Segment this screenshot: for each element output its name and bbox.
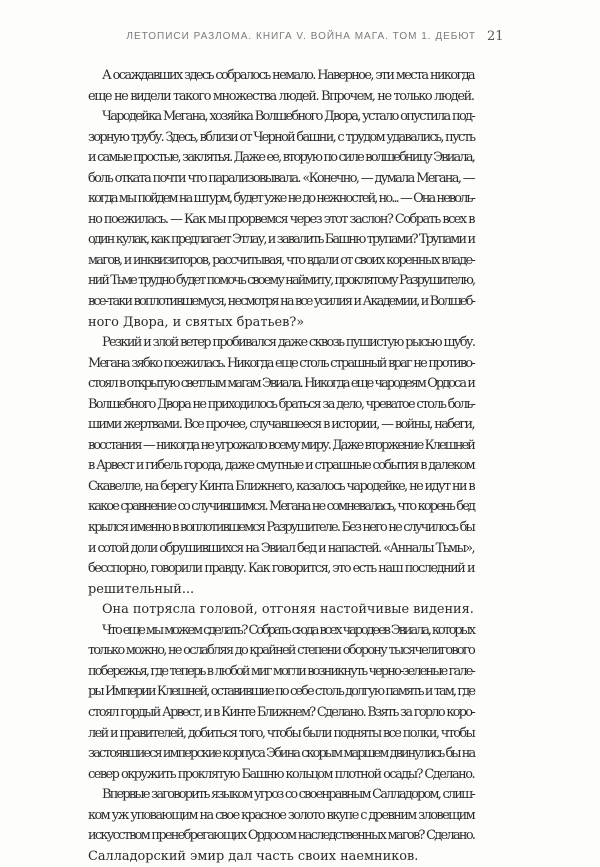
text-line: ком уж уповающим на свое красное золото вкупе с древним зловещим — [88, 807, 475, 823]
text-line: шими жертвами. Все прочее, случавшееся в истории, — войны, набеги, — [88, 417, 474, 433]
text-line: еще не видели такого множества людей. Впрочем, не только людей. — [88, 88, 474, 104]
text-line: Салладорский эмир дал часть своих наемников. — [88, 848, 419, 864]
text-line: лей и правителей, добиться того, чтобы были подняты все полки, чтобы — [88, 725, 475, 741]
text-line: бесспорно, говорили правду. Как говорится, это есть наш последний и — [88, 561, 475, 577]
text-line: и сотой доли обрушившихся на Эвиал бед и напастей. «Анналы Тьмы», — [88, 540, 474, 556]
text-line: зорную трубу. Здесь, вблизи от Черной башни, с трудом удавались, пусть — [88, 129, 475, 145]
running-title: ЛЕТОПИСИ РАЗЛОМА. КНИГА V. ВОЙНА МАГА. ТОМ 1. ДЕБЮТ — [126, 31, 476, 42]
text-line: какое сравнение со случившимся. Мегана не сомневалась, что корень бед — [88, 499, 475, 515]
page-number: 21 — [487, 29, 504, 44]
text-line: искусством пренебрегающих Ордосом наследственных магов? Сделано. — [88, 828, 475, 844]
text-line: только можно, не ослабляя до крайней степени оборону тысячелигового — [88, 643, 474, 659]
text-line: стоял в открытую светлым магам Эвиала. Никогда еще чародеям Ордоса и — [88, 376, 474, 392]
text-line: ры Империи Клешней, оставившие по себе столь долгую память и там, где — [88, 684, 475, 700]
text-line: крылся именно в воплотившемся Разрушителе. Без него не случилось бы — [88, 520, 474, 536]
text-line: Впервые заговорить языком угроз со своенравным Салладором, слиш- — [102, 787, 474, 803]
text-line: стоял гордый Арвест, и в Кинте Ближнем? Сделано. Взять за горло коро- — [88, 704, 474, 720]
text-line: А осаждавших здесь собралось немало. Наверное, эти места никогда — [102, 68, 474, 83]
body-text — [88, 66, 474, 867]
text-line: один кулак, как предлагает Этлау, и завалить Башню трупами? Трупами и — [88, 232, 475, 248]
text-line: север окружить проклятую Башню кольцом плотной осады? Сделано. — [88, 766, 475, 782]
text-line: Волшебного Двора не приходилось браться за дело, чреватое столь боль- — [88, 396, 475, 412]
text-line: все-таки воплотившемуся, несмотря на все усилия и Академии, и Волшеб- — [88, 294, 475, 310]
text-line: боль отката почти что парализовывала. «Конечно, — думала Мегана, — — [88, 170, 474, 186]
text-line: когда мы пойдем на штурм, будет уже не до нежностей, но... — Она неволь- — [88, 191, 474, 207]
text-line: побережья, где теперь в любой миг могли возникнуть черно-зеленые гале- — [88, 663, 474, 679]
text-line: восстания — никогда не угрожало всему миру. Даже вторжение Клешней — [88, 437, 475, 453]
text-line: решительный... — [88, 581, 195, 597]
text-line: магов, и инквизиторов, рассчитывая, что вдали от своих коренных владе- — [88, 252, 474, 268]
text-line: Мегана зябко поежилась. Никогда еще столь страшный враг не противо- — [88, 355, 474, 371]
text-line: Она потрясла головой, отгоняя настойчивые видения. — [102, 602, 474, 618]
text-line: застоявшиеся имперские корпуса Эбина скорым маршем двинулись бы на — [88, 746, 475, 762]
text-line: ного Двора, и святых братьев?» — [88, 314, 305, 330]
text-line: но поежилась. — Как мы прорвемся через этот заслон? Собрать всех в — [88, 211, 474, 227]
text-line: в Арвест и гибель города, даже смутные и страшные события в далеком — [88, 458, 474, 474]
text-line: Чародейка Мегана, хозяйка Волшебного Двора, устало опустила под- — [102, 109, 474, 125]
text-line: и самые простые, заклятья. Даже ее, вторую по силе волшебницу Эвиала, — [88, 150, 475, 166]
text-line: Скавелле, на берегу Кинта Ближнего, казалось чародейке, не идут ни в — [88, 478, 475, 494]
text-line: Что еще мы можем сделать? Собрать сюда всех чародеев Эвиала, которых — [102, 622, 474, 638]
text-line: Резкий и злой ветер пробивался даже сквозь пушистую рысью шубу. — [102, 335, 475, 351]
text-line: ний Тьме трудно будет помочь своему наймиту, проклятому Разрушителю, — [88, 273, 475, 289]
